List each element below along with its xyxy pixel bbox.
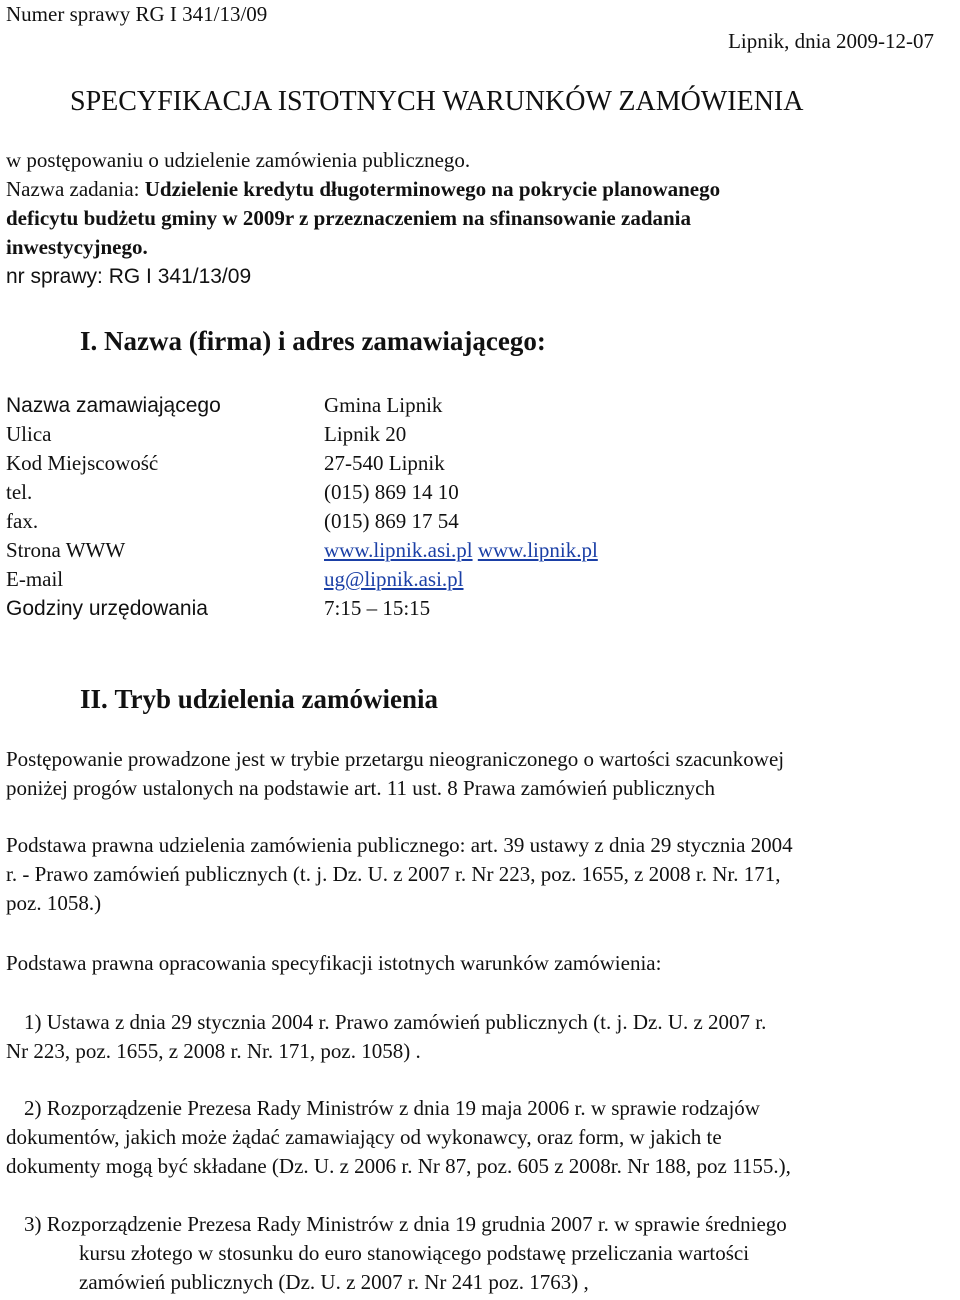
contact-label: Ulica <box>6 422 52 446</box>
contact-row <box>6 420 906 449</box>
contact-row <box>6 536 906 565</box>
task-label: Nazwa zadania: <box>6 177 145 201</box>
contact-table <box>6 391 906 623</box>
document-title: SPECYFIKACJA ISTOTNYCH WARUNKÓW ZAMÓWIENIA <box>70 86 804 117</box>
contact-row <box>6 565 906 594</box>
section-1-heading <box>80 324 546 358</box>
case-number-header: Numer sprawy RG I 341/13/09 <box>6 2 268 26</box>
task-name-cont: deficytu budżetu gminy w 2009r z przeznaczeniem na sfinansowanie zadania <box>6 206 692 230</box>
legal-basis-paragraph <box>6 831 958 918</box>
website-link-1[interactable]: www.lipnik.asi.pl <box>324 538 473 562</box>
paragraph-line: Podstawa prawna udzielenia zamówienia publicznego: art. 39 ustawy z dnia 29 stycznia 2004 <box>6 833 793 857</box>
section-2-heading <box>80 682 438 716</box>
contact-row <box>6 507 906 536</box>
contact-label: E-mail <box>6 567 64 591</box>
contact-value <box>324 565 464 594</box>
contact-label: tel. <box>6 480 33 504</box>
contact-label: Strona WWW <box>6 538 126 562</box>
task-name-end: inwestycyjnego. <box>6 235 148 259</box>
contact-label: Kod Miejscowość <box>6 451 159 475</box>
contact-label: Godziny urzędowania <box>6 597 208 620</box>
task-name: Udzielenie kredytu długoterminowego na pokrycie planowanego <box>144 177 721 201</box>
item-line: 2) Rozporządzenie Prezesa Rady Ministrów z dnia 19 maja 2006 r. w sprawie rodzajów <box>24 1096 760 1120</box>
legal-basis-item-3 <box>24 1210 954 1297</box>
legal-basis-item-1 <box>6 1008 958 1066</box>
item-line: dokumentów, jakich może żądać zamawiający od wykonawcy, oraz form, w jakich te <box>6 1125 722 1149</box>
task-name-line <box>6 175 956 204</box>
contact-value: 27-540 Lipnik <box>324 451 445 475</box>
item-line: zamówień publicznych (Dz. U. z 2007 r. Nr 241 poz. 1763) , <box>79 1270 589 1294</box>
section-1-title: Nazwa (firma) i adres zamawiającego: <box>104 326 546 356</box>
procedure-paragraph <box>6 745 958 803</box>
paragraph-line: poniżej progów ustalonych na podstawie art. 11 ust. 8 Prawa zamówień publicznych <box>6 776 715 800</box>
legal-basis-item-2 <box>6 1094 958 1181</box>
item-line: 3) Rozporządzenie Prezesa Rady Ministrów z dnia 19 grudnia 2007 r. w sprawie średniego <box>24 1212 787 1236</box>
contact-value: 7:15 – 15:15 <box>324 596 431 620</box>
contact-label: Nazwa zamawiającego <box>6 394 221 417</box>
contact-value <box>324 536 598 565</box>
contact-value: (015) 869 17 54 <box>324 509 459 533</box>
paragraph-line: poz. 1058.) <box>6 891 102 915</box>
contact-value: (015) 869 14 10 <box>324 480 459 504</box>
case-number-line: nr sprawy: RG I 341/13/09 <box>6 265 252 288</box>
place-date: Lipnik, dnia 2009-12-07 <box>728 29 934 53</box>
contact-row <box>6 391 906 420</box>
intro-block <box>6 146 956 291</box>
section-2-title: Tryb udzielenia zamówienia <box>114 684 439 714</box>
contact-value: Lipnik 20 <box>324 422 407 446</box>
email-link[interactable]: ug@lipnik.asi.pl <box>324 567 464 591</box>
website-link-2[interactable]: www.lipnik.pl <box>477 538 598 562</box>
item-line: Nr 223, poz. 1655, z 2008 r. Nr. 171, poz. 1058) . <box>6 1039 421 1063</box>
specification-basis-paragraph: Podstawa prawna opracowania specyfikacji istotnych warunków zamówienia: <box>6 951 662 975</box>
contact-row <box>6 478 906 507</box>
section-2-number: II. <box>80 684 108 714</box>
item-line: kursu złotego w stosunku do euro stanowiącego podstawę przeliczania wartości <box>79 1241 750 1265</box>
contact-row <box>6 449 906 478</box>
contact-value: Gmina Lipnik <box>324 393 443 417</box>
section-1-number: I. <box>80 326 98 356</box>
contact-label: fax. <box>6 509 39 533</box>
paragraph-line: r. - Prawo zamówień publicznych (t. j. Dz. U. z 2007 r. Nr 223, poz. 1655, z 2008 r. Nr. 171, <box>6 862 781 886</box>
paragraph-line: Postępowanie prowadzone jest w trybie przetargu nieograniczonego o wartości szacunkowej <box>6 747 785 771</box>
item-line: 1) Ustawa z dnia 29 stycznia 2004 r. Prawo zamówień publicznych (t. j. Dz. U. z 2007 r. <box>24 1010 767 1034</box>
intro-line: w postępowaniu o udzielenie zamówienia publicznego. <box>6 148 471 172</box>
contact-row <box>6 594 906 623</box>
item-line: dokumenty mogą być składane (Dz. U. z 2006 r. Nr 87, poz. 605 z 2008r. Nr 188, poz 1155.), <box>6 1154 791 1178</box>
